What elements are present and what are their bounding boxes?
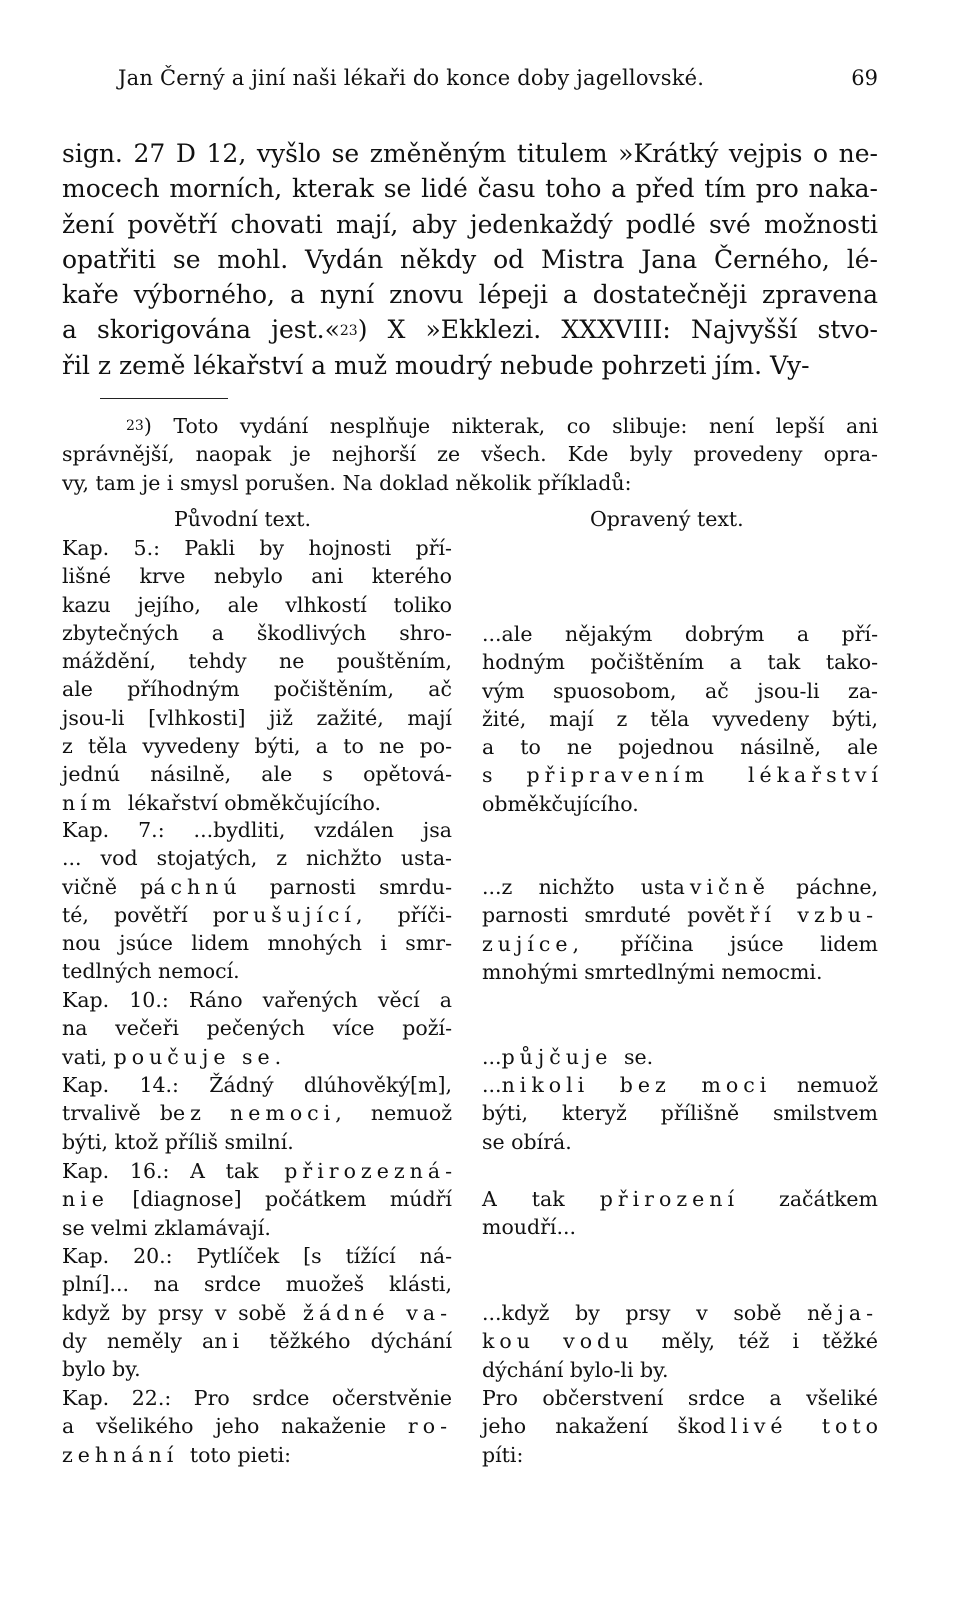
text-fragment: té, povětří po	[62, 902, 239, 927]
text-fragment: ) Toto vydání nesplňuje nikterak, co slibuje: není lepší ani	[143, 414, 878, 438]
text-fragment: ...z nichžto ust	[482, 875, 673, 899]
table-text-line: vým spuosobom, ač jsou-li za-	[482, 678, 878, 703]
table-text-line: ... vod stojatých, z nichžto usta-	[62, 846, 452, 871]
emphasized-text: avičně	[672, 875, 770, 899]
text-fragment: se.	[623, 1045, 654, 1069]
text-fragment: Kap. 16.: A tak	[62, 1159, 259, 1183]
emphasized-text: poučuje se	[113, 1044, 275, 1069]
table-text-line	[482, 1071, 878, 1099]
table-text-line	[62, 1043, 452, 1071]
table-text-line: moudří...	[482, 1215, 577, 1240]
corrected-text-cell	[482, 1299, 878, 1384]
original-text-cell	[62, 1384, 452, 1469]
text-line: sign. 27 D 12, vyšlo se změněným titulem »Krátký vejpis o ne-	[62, 139, 878, 168]
text-line: řil z země lékařství a muž moudrý nebude pohrzeti jím. Vy-	[62, 350, 810, 380]
table-text-line	[62, 901, 452, 929]
corrected-text-cell	[482, 873, 878, 986]
emphasized-text: půjčuje	[501, 1045, 624, 1069]
page-number: 69	[851, 66, 878, 90]
table-text-line	[482, 1043, 878, 1071]
table-text-line: obměkčujícího.	[482, 791, 639, 816]
table-text-line: Kap. 10.: Ráno vařených věcí a	[62, 988, 452, 1012]
table-text-line: bylo by.	[62, 1357, 141, 1382]
table-text-line: Kap. 14.: Žádný dlúhověký[m],	[62, 1073, 452, 1097]
text-fragment: parnosti smrduté pově	[482, 903, 737, 928]
emphasized-text: ni	[214, 1328, 270, 1353]
table-text-line: býti, ktož příliš smilní.	[62, 1129, 294, 1154]
table-text-line	[482, 1185, 878, 1213]
corrected-text-cell	[482, 1071, 878, 1156]
text-fragment: s	[482, 763, 527, 788]
table-text-line: ale příhodným počištěním, ač	[62, 677, 452, 702]
emphasized-text: nikoli bez moci	[501, 1073, 772, 1097]
emphasized-text: ěja-	[820, 1301, 878, 1325]
table-text-line: Kap. 20.: Pytlíček [s tížící ná-	[62, 1244, 452, 1268]
text-fragment: a skorigována jest.«	[62, 315, 340, 345]
text-fragment: ) X »Ekklezi. XXXVIII: Najvyšší stvo-	[357, 315, 879, 345]
table-text-line	[62, 873, 452, 901]
text-fragment: jednú násilně, ale s opětová-	[62, 762, 452, 787]
table-text-line: na večeři pečených více poží-	[62, 1016, 452, 1041]
text-fragment: ...	[482, 1045, 502, 1069]
footnote-line: správnější, naopak je nejhorší ze všech. Kde byly provedeny opra-	[62, 442, 878, 467]
text-line: opatřiti se mohl. Vydán někdy od Mistra Jana Černého, lé-	[62, 244, 878, 274]
text-fragment: začátkem	[779, 1187, 878, 1211]
original-text-cell	[62, 986, 452, 1071]
original-text-cell	[62, 1071, 452, 1156]
footnote-reference: 23	[339, 323, 358, 340]
text-fragment: jeho nakažení ško	[482, 1414, 713, 1439]
table-text-line: Pro občerstvení srdce a všeliké	[482, 1386, 878, 1410]
text-fragment: příčina jsúce lidem	[584, 931, 878, 956]
text-fragment: když by prsy v sobě	[62, 1300, 287, 1325]
emphasized-text: tří vzbu-	[736, 903, 878, 928]
table-text-line: žité, mají z těla vyvedeny býti,	[482, 706, 878, 731]
text-fragment: vičně p	[62, 874, 154, 899]
table-text-line: máždění, tehdy ne pouštěním,	[62, 649, 452, 674]
emphasized-text: ním	[62, 790, 128, 815]
column-heading-corrected: Opravený text.	[590, 507, 744, 531]
table-text-line: se obírá.	[482, 1129, 572, 1154]
table-text-line	[482, 930, 878, 958]
footnote-number: 23	[126, 418, 144, 434]
text-fragment: trvalivě b	[62, 1101, 173, 1126]
text-fragment: ...když by prsy v sobě n	[482, 1301, 821, 1325]
text-fragment: dy neměly a	[62, 1328, 215, 1353]
text-fragment: lékařství obměkčujícího.	[127, 790, 382, 815]
text-fragment: ...	[482, 1073, 502, 1097]
text-line: mocech morních, kterak se lidé času toho a před tím pro naka-	[62, 174, 878, 204]
table-text-line: a to ne pojednou násilně, ale	[482, 735, 878, 760]
table-text-line: nou jsúce lidem mnohých i smr-	[62, 931, 452, 956]
table-text-line	[482, 873, 878, 901]
table-text-line	[482, 1412, 878, 1440]
text-fragment: příči-	[397, 902, 453, 927]
table-text-line: plní]... na srdce muožeš klásti,	[62, 1272, 452, 1297]
table-text-line: se velmi zklamávají.	[62, 1215, 271, 1240]
emphasized-text: žádné va-	[286, 1300, 452, 1325]
emphasized-text: přirození	[599, 1187, 780, 1211]
table-text-line: lišné krve nebylo ani kterého	[62, 564, 452, 589]
text-line: žení povětří chovati mají, aby jedenkaždý podlé své možnosti	[62, 209, 878, 239]
corrected-text-cell	[482, 620, 878, 818]
table-text-line	[62, 760, 452, 788]
text-fragment: .	[274, 1044, 282, 1069]
emphasized-text: rušující,	[238, 902, 398, 927]
corrected-text-cell	[482, 1185, 878, 1242]
table-text-line: mnohými smrtedlnými nemocmi.	[482, 959, 823, 984]
table-text-line: Kap. 22.: Pro srdce očerstvěnie	[62, 1386, 452, 1410]
text-fragment: měly, též i těžké	[661, 1329, 878, 1354]
running-title: Jan Černý a jiní naši lékaři do konce doby jagellovské.	[118, 66, 705, 90]
original-text-cell	[62, 816, 452, 986]
table-text-line: píti:	[482, 1442, 524, 1467]
text-fragment: vati,	[62, 1044, 114, 1069]
emphasized-text: ro-	[407, 1414, 452, 1439]
table-text-line	[482, 901, 878, 929]
table-text-line: Kap. 7.: ...bydliti, vzdálen jsa	[62, 818, 452, 842]
text-line: kaře výborného, a nyní znovu lépeji a dostatečněji zpravena	[62, 280, 878, 310]
table-text-line: ...ale nějakým dobrým a pří-	[482, 622, 878, 646]
table-text-line: zbytečných a škodlivých shro-	[62, 620, 452, 645]
table-text-line: býti, kteryž přílišně smilstvem	[482, 1101, 878, 1126]
table-text-line	[62, 1412, 452, 1440]
emphasized-text: kou vodu	[482, 1329, 662, 1354]
corrected-text-cell	[482, 1384, 878, 1469]
table-text-line: jsou-li [vlhkosti] již zažité, mají	[62, 705, 452, 730]
footnote	[62, 412, 878, 497]
corrected-text-cell	[482, 1043, 878, 1071]
table-text-line: Kap. 5.: Pakli by hojnosti pří-	[62, 536, 452, 560]
table-text-line	[62, 1157, 452, 1185]
emphasized-text: áchnú	[153, 874, 270, 899]
emphasized-text: přirozezná	[258, 1159, 446, 1183]
table-text-line: tedlných nemocí.	[62, 959, 240, 984]
text-fragment: parnosti smrdu-	[269, 874, 453, 899]
running-header	[118, 62, 878, 94]
original-text-cell	[62, 1242, 452, 1383]
emphasized-text: nie	[62, 1187, 109, 1212]
table-text-line	[62, 1099, 452, 1127]
text-fragment: -	[445, 1159, 453, 1183]
text-fragment: toto pieti:	[189, 1442, 292, 1467]
text-fragment: [diagnose] počátkem múdří	[108, 1187, 452, 1212]
text-fragment: nemuož	[370, 1101, 452, 1126]
emphasized-text: dlivé tot	[712, 1414, 866, 1439]
table-text-line: z těla vyvedeny býti, a to ne po-	[62, 734, 452, 759]
text-fragment: a všelikého jeho nakaženie	[62, 1414, 408, 1439]
table-text-line	[62, 1327, 452, 1355]
original-text-cell	[62, 534, 452, 817]
text-fragment: páchne,	[769, 875, 879, 899]
footnote-line	[62, 412, 878, 440]
emphasized-text: ez nemoci,	[172, 1101, 371, 1126]
emphasized-text: připravením lékařstv	[526, 763, 872, 788]
table-text-line	[62, 1185, 452, 1213]
column-heading-original: Původní text.	[174, 507, 312, 531]
text-fragment: A tak	[482, 1187, 600, 1211]
table-text-line	[482, 761, 878, 789]
text-fragment: o	[865, 1414, 878, 1439]
text-fragment: nemuož	[771, 1073, 879, 1097]
footnote-line: vy, tam je i smysl porušen. Na doklad několik příkladů:	[62, 470, 632, 495]
table-text-line: dýchání bylo-li by.	[482, 1357, 669, 1382]
table-text-line	[62, 1299, 452, 1327]
table-text-line: hodným počištěním a tak tako-	[482, 650, 878, 675]
table-text-line: kazu jejího, ale vlhkostí toliko	[62, 592, 452, 617]
text-line-with-footnote-ref	[62, 312, 878, 347]
text-fragment: í	[871, 763, 878, 788]
original-text-cell	[62, 1157, 452, 1242]
table-text-line	[482, 1327, 878, 1355]
emphasized-text: zujíce,	[482, 931, 585, 956]
emphasized-text: zehnání	[62, 1442, 190, 1467]
footnote-separator	[100, 398, 228, 399]
table-text-line	[62, 1441, 452, 1469]
table-text-line	[62, 789, 452, 817]
main-text	[62, 136, 878, 383]
text-fragment: těžkého dýchání	[269, 1328, 452, 1353]
table-text-line	[482, 1299, 878, 1327]
